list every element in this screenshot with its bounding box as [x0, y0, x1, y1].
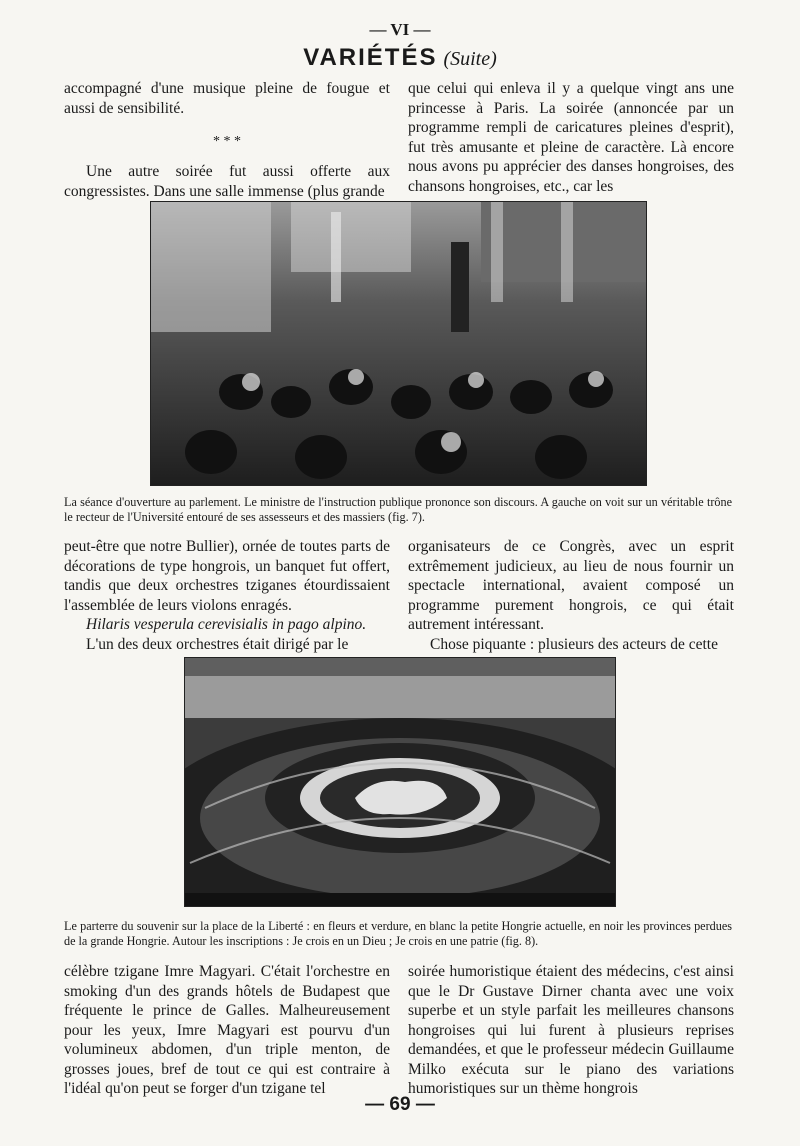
bottom-page-number: — 69 — [365, 1094, 435, 1115]
figure-7-photo [150, 201, 647, 486]
paragraph: accompagné d'une musique pleine de fougue et aussi de sensibilité. [64, 80, 390, 117]
section1-left-column [64, 79, 390, 201]
latin-quote: Hilaris vesperula cerevisialis in pago alpino. [86, 616, 367, 633]
paragraph: célèbre tzigane Imre Magyari. C'était l'orchestre en smoking d'un des grands hôtels de Budapest que fréquente le prince de Galles. Malheureusement pour les yeux, Imre Magyari est pourvu d'un volumineux abdomen, d'un triple menton, de grosses joues, bref de tout ce qui est contraire à l'idéal qu'on peut se forger d'un tzigane tel [64, 963, 390, 1097]
paragraph: Une autre soirée fut aussi offerte aux congressistes. Dans une salle immense (plus grande [64, 163, 390, 200]
memorial-flowerbed-image [185, 658, 615, 906]
section-stars: * * * [213, 134, 241, 149]
section2-left-column [64, 537, 390, 654]
figure-7-caption: La séance d'ouverture au parlement. Le ministre de l'instruction publique prononce son discours. A gauche on voit sur un véritable trône le recteur de l'Université entouré de ses assesseurs et des massiers (fig. 7). [64, 495, 732, 524]
heading-subtitle: (Suite) [443, 48, 497, 70]
parliament-photo-image [151, 202, 646, 485]
section3-right-column [408, 962, 734, 1099]
paragraph: L'un des deux orchestres était dirigé par le [86, 635, 349, 653]
paragraph: Chose piquante : plusieurs des acteurs de cette [430, 635, 718, 653]
paragraph: que celui qui enleva il y a quelque vingt ans une princesse à Paris. La soirée (annoncée par un programme rempli de caricatures pleines d'esprit), fut très amusante et pleine de caractère. Là encore nous avons pu apprécier des danses hongroises, des chansons hongroises, etc., car les [408, 80, 734, 195]
section3-left-column [64, 962, 390, 1099]
paragraph: organisateurs de ce Congrès, avec un esprit extrêmement judicieux, au lieu de nous fournir un spectacle international, avaient composé un programme purement hongrois, ce qui était autrement intéressant. [408, 538, 734, 633]
figure-8-caption: Le parterre du souvenir sur la place de la Liberté : en fleurs et verdure, en blanc la petite Hongrie actuelle, en noir les provinces perdues de la grande Hongrie. Autour les inscriptions : Je crois en un Dieu ; Je crois en une patrie (fig. 8). [64, 919, 732, 948]
heading-title: VARIÉTÉS [303, 44, 438, 71]
paragraph: soirée humoristique étaient des médecins, c'est ainsi que le Dr Gustave Dirner chanta avec une voix superbe et un style parfait les meilleures chansons hongroises qui lui furent à plusieurs reprises demandées, et que le professeur médecin Guillaume Milko exécuta sur le piano des variations humoristiques sur un thème hongrois [408, 963, 734, 1097]
page-heading [0, 44, 800, 72]
figure-8-photo [184, 657, 616, 907]
section1-right-column [408, 79, 734, 196]
paragraph: peut-être que notre Bullier), ornée de toutes parts de décorations de type hongrois, un banquet fut offert, tandis que deux orchestres tziganes étourdissaient l'assemblée de leurs violons enragés. [64, 538, 390, 614]
top-page-number: — VI — [369, 20, 431, 39]
section2-right-column [408, 537, 734, 654]
